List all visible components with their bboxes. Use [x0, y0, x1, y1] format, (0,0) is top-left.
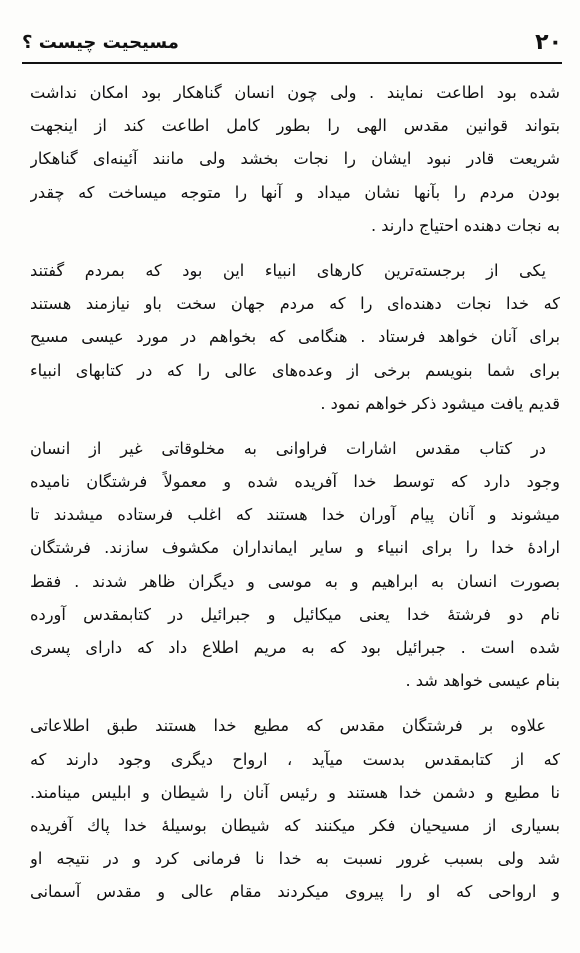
text-line: یکی از برجسته‌ترین کارهای انبیاء این بود که بمردم گفتند [30, 260, 546, 280]
text-line: نا مطیع و دشمن خدا هستند و رئیس آنان را شیطان و ابلیس مینامند. [30, 782, 560, 802]
text-line: میشوند و آنان پیام آوران خدا هستند که اغلب فرستاده میشدند تا [30, 505, 560, 525]
text-line: شده بود اطاعت نمایند . ولی چون انسان گناهکار بود امکان نداشت [30, 83, 560, 102]
text-line: و ارواحی که او را پیروی میکردند مقام عالی و مقدس آسمانی [30, 882, 560, 902]
text-line: که خدا نجات دهنده‌ای را که مردم جهان سخت باو نیازمند هستند [30, 294, 560, 314]
paragraph [30, 254, 560, 420]
text-line: بصورت انسان به ابراهیم و به موسی و دیگران ظاهر شدند . فقط [30, 571, 560, 591]
text-line: ارادهٔ خدا را برای انبیاء و سایر ایمانداران مکشوف سازند. فرشتگان [30, 538, 560, 558]
text-line: علاوه بر فرشتگان مقدس که مطیع خدا هستند طبق اطلاعاتی [30, 716, 546, 736]
paragraph [30, 76, 560, 242]
text-line: بودن مردم را بآنها نشان میداد و آنها را متوجه میساخت که چقدر [30, 182, 560, 202]
running-title: مسیحیت چیست ؟ [22, 32, 179, 53]
text-line: شد ولی بسبب غرور نسبت به خدا نا فرمانی کرد و در نتیجه او [30, 849, 560, 869]
header-rule [22, 62, 562, 64]
text-line: در کتاب مقدس اشارات فراوانی به مخلوقاتی غیر از انسان [30, 438, 546, 458]
text-line: بسیاری از مسیحیان فکر میکنند که شیطان بوسیلهٔ خدا پاك آفریده [30, 815, 560, 835]
paragraph [30, 432, 560, 698]
text-line: بنام عیسی خواهد شد . [405, 671, 560, 691]
text-line: نام دو فرشتهٔ خدا یعنی میکائیل و جبرائیل در کتابمقدس آورده [30, 604, 560, 624]
page-number: ۲۰ [535, 30, 562, 55]
body-text [30, 76, 560, 909]
paragraph [30, 709, 560, 908]
text-line: وجود دارد که توسط خدا آفریده شده و معمولاً فرشتگان نامیده [30, 472, 560, 492]
text-line: برای آنان خواهد فرستاد . هنگامی که بخواهم در مورد عیسی مسیح [30, 327, 560, 347]
text-line: که از کتابمقدس بدست میآید ، ارواح دیگری وجود دارند که [30, 749, 560, 769]
page-header [22, 28, 562, 60]
text-line: به نجات دهنده احتیاج دارند . [371, 215, 560, 235]
text-line: شده است . جبرائیل بود که به مریم اطلاع داد که دارای پسری [30, 638, 560, 657]
text-line: شریعت قادر نبود ایشان را نجات بخشد ولی مانند آئینه‌ای گناهکار [30, 149, 560, 169]
text-line: برای شما بنویسم برخی از وعده‌های عالی را که در کتابهای انبیاء [30, 360, 560, 380]
text-line: بتواند قوانین مقدس الهی را بطور کامل اطاعت کند از اینجهت [30, 116, 560, 136]
text-line: قدیم یافت میشود ذکر خواهم نمود . [320, 393, 560, 413]
